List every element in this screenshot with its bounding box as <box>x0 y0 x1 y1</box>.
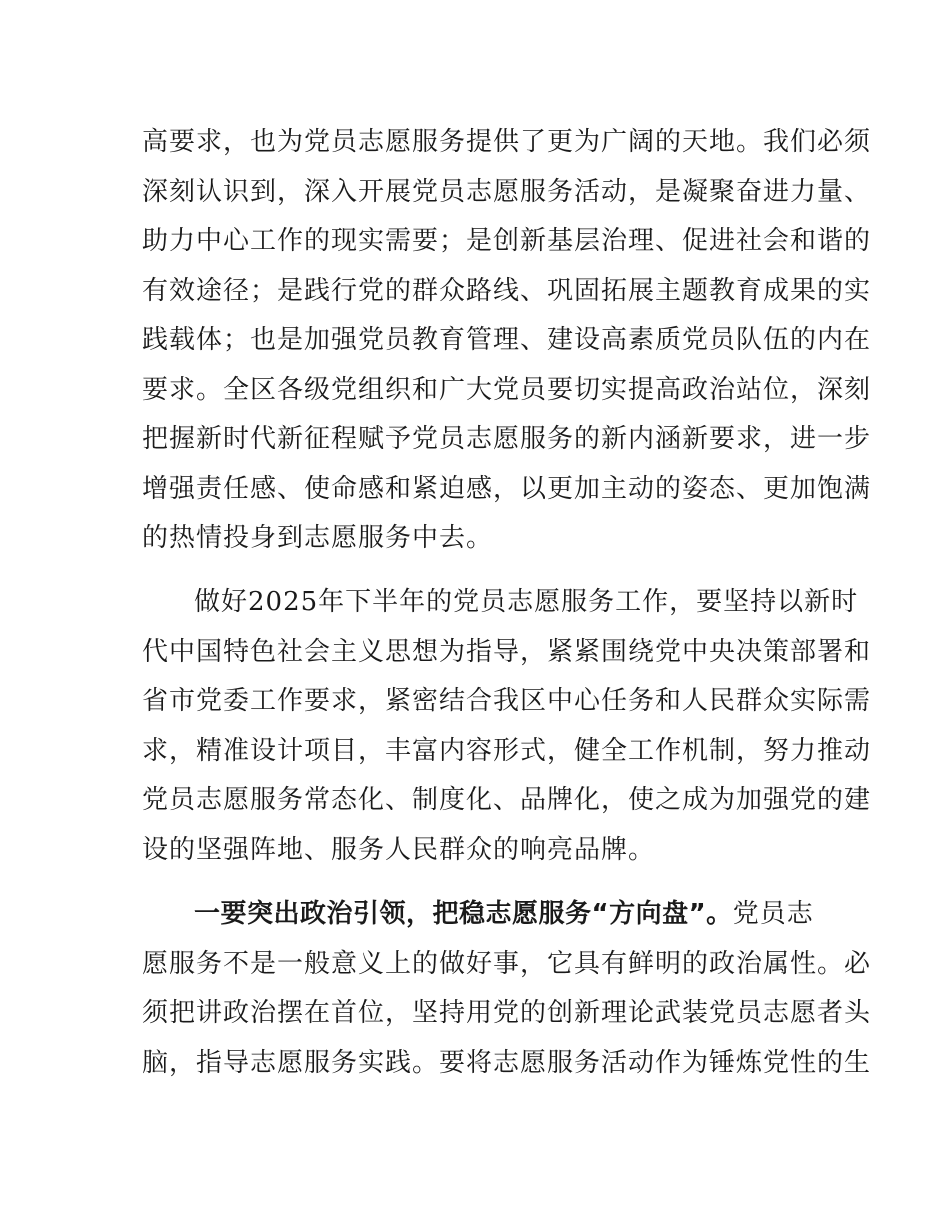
text-line: 高要求，也为党员志愿服务提供了更为广阔的天地。我们必须 <box>142 127 872 157</box>
text-line: 脑，指导志愿服务实践。要将志愿服务活动作为锤炼党性的生 <box>142 1047 872 1078</box>
text-line: 省市党委工作要求，紧密结合我区中心任务和人民群众实际需 <box>142 686 872 716</box>
paragraph-3 <box>142 890 872 1088</box>
text-line: 把握新时代新征程赋予党员志愿服务的新内涵新要求，进一步 <box>142 424 872 454</box>
text-line: 求，精准设计项目，丰富内容形式，健全工作机制，努力推动 <box>142 735 872 766</box>
text-line: 的热情投身到志愿服务中去。 <box>142 523 494 553</box>
text-line: 做好2025年下半年的党员志愿服务工作，要坚持以新时 <box>194 587 859 617</box>
text-line: 愿服务不是一般意义上的做好事，它具有鲜明的政治属性。必 <box>142 948 872 979</box>
paragraph-2 <box>142 578 872 875</box>
text-line: 深刻认识到，深入开展党员志愿服务活动，是凝聚奋进力量、 <box>142 176 872 207</box>
text-line: 有效途径；是践行党的群众路线、巩固拓展主题教育成果的实 <box>142 275 872 306</box>
text-line: 代中国特色社会主义思想为指导，紧紧围绕党中央决策部署和 <box>142 636 872 667</box>
paragraph-1 <box>142 118 872 564</box>
heading-line-rest: 党员志 <box>732 899 814 929</box>
text-line: 要求。全区各级党组织和广大党员要切实提高政治站位，深刻 <box>142 374 872 405</box>
text-line: 践载体；也是加强党员教育管理、建设高素质党员队伍的内在 <box>142 325 872 355</box>
text-line <box>142 890 814 940</box>
text-line: 助力中心工作的现实需要；是创新基层治理、促进社会和谐的 <box>142 226 872 256</box>
text-line: 增强责任感、使命感和紧迫感，以更加主动的姿态、更加饱满 <box>142 473 872 504</box>
text-line: 须把讲政治摆在首位，坚持用党的创新理论武装党员志愿者头 <box>142 998 872 1028</box>
section-heading: 一要突出政治引领，把稳志愿服务“方向盘”。 <box>194 899 733 929</box>
text-line: 设的坚强阵地、服务人民群众的响亮品牌。 <box>142 834 656 865</box>
text-line: 党员志愿服务常态化、制度化、品牌化，使之成为加强党的建 <box>142 785 872 815</box>
